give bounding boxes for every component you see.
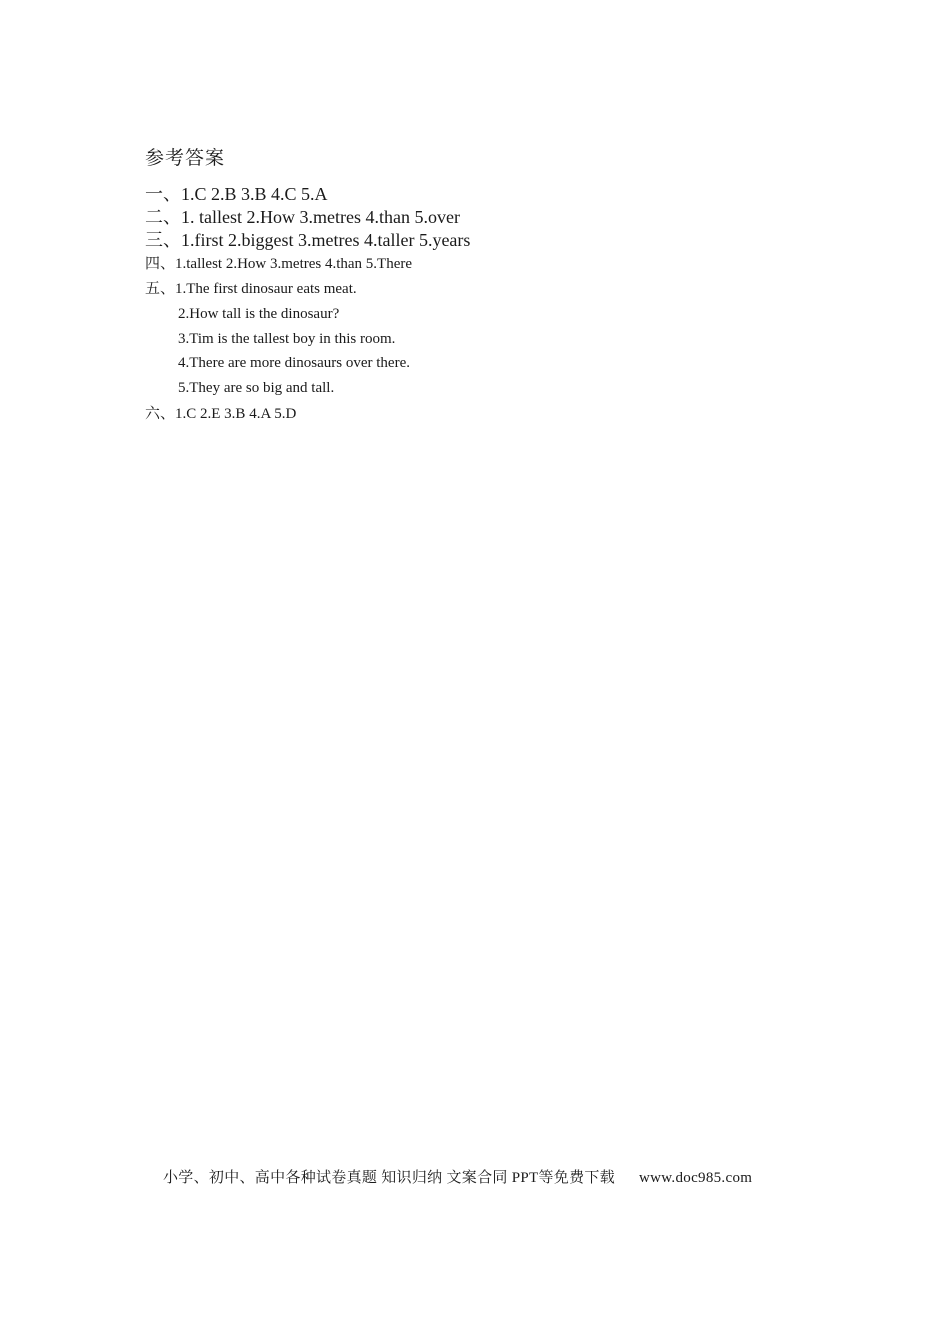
section-text: 1. tallest 2.How 3.metres 4.than 5.over xyxy=(181,207,460,227)
answer-section-1 xyxy=(145,183,328,205)
section-label: 四、 xyxy=(145,256,176,272)
section-label: 五、 xyxy=(145,281,176,297)
answer-section-2 xyxy=(145,206,460,228)
section-text: 1.The first dinosaur eats meat. xyxy=(175,281,357,297)
section-text: 1.first 2.biggest 3.metres 4.taller 5.years xyxy=(181,230,471,250)
section-text: 1.tallest 2.How 3.metres 4.than 5.There xyxy=(175,256,413,272)
footer-text: 小学、初中、高中各种试卷真题 知识归纳 文案合同 PPT等免费下载 xyxy=(163,1170,615,1186)
answer-key-title: 参考答案 xyxy=(145,148,226,169)
section-5-item-4: 4.There are more dinosaurs over there. xyxy=(178,355,410,371)
section-text: 1.C 2.E 3.B 4.A 5.D xyxy=(175,406,297,422)
section-label: 二、 xyxy=(145,207,181,227)
footer-url: www.doc985.com xyxy=(639,1170,753,1186)
answer-section-3 xyxy=(145,229,470,251)
section-5-item-3: 3.Tim is the tallest boy in this room. xyxy=(178,331,396,347)
answer-section-6 xyxy=(145,404,296,424)
page-footer xyxy=(163,1168,752,1188)
section-5-item-5: 5.They are so big and tall. xyxy=(178,380,335,396)
section-text: 1.C 2.B 3.B 4.C 5.A xyxy=(181,184,328,204)
answer-section-4 xyxy=(145,254,412,274)
answer-section-5 xyxy=(145,279,357,299)
section-label: 三、 xyxy=(145,230,181,250)
section-5-item-2: 2.How tall is the dinosaur? xyxy=(178,306,340,322)
section-label: 六、 xyxy=(145,406,176,422)
section-label: 一、 xyxy=(145,184,181,204)
